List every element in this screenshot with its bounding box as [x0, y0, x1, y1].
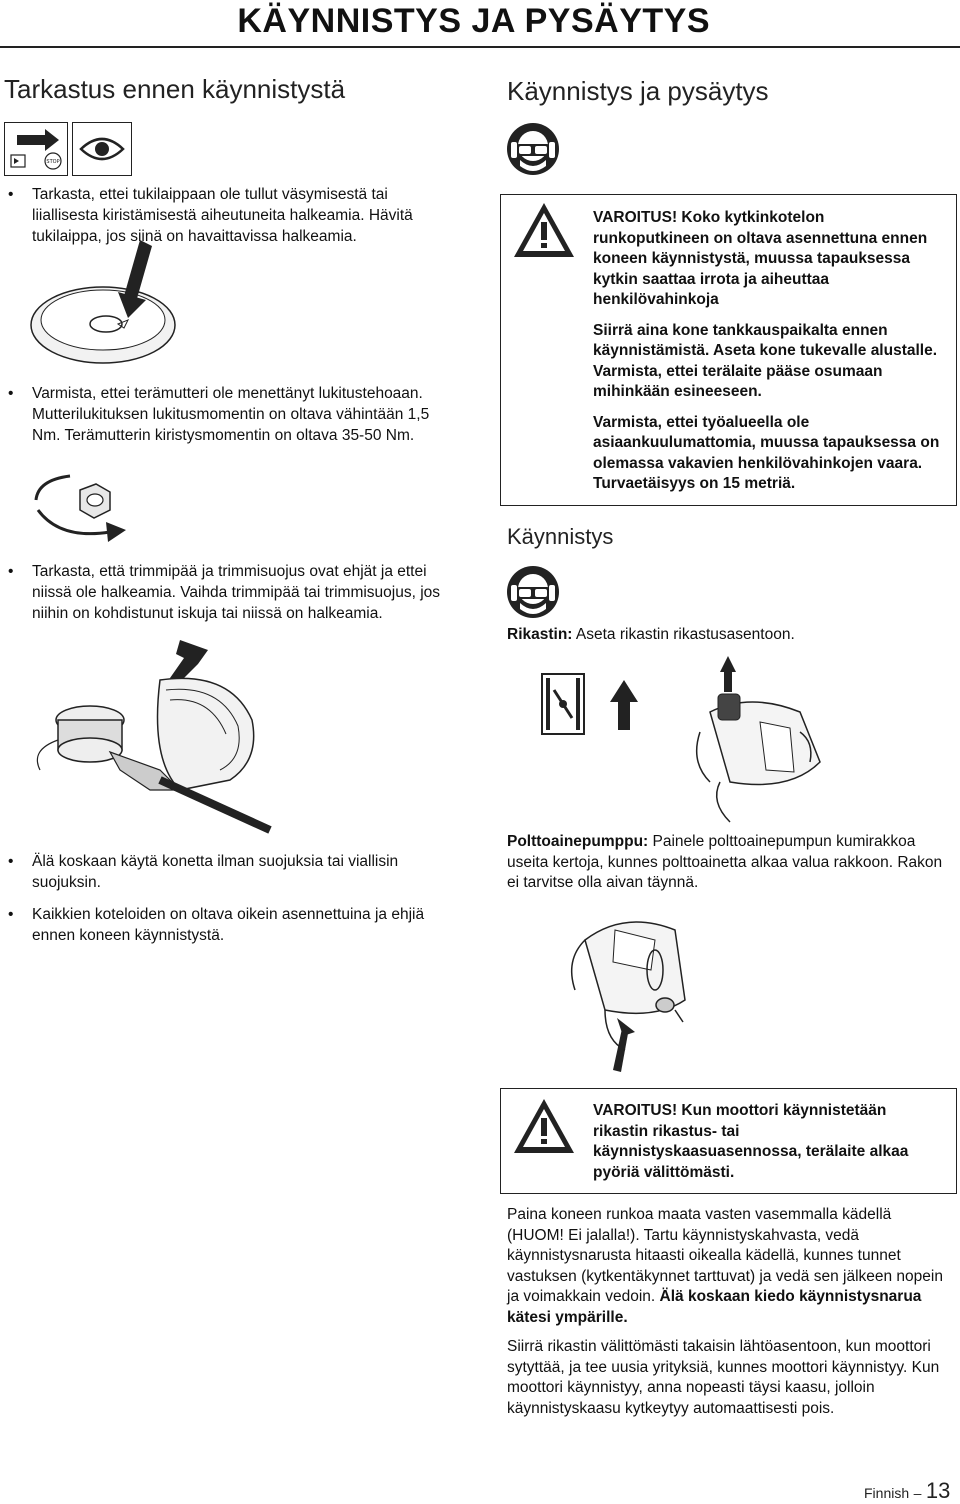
after-start-instructions: Siirrä rikastin välittömästi takaisin lähtöasentoon, kun moottori sytyttää, ja tee uusia yrityksiä, kunnes moottori käynnistyy. Kun moottori käynnistyy, anna nopeasti täysi kaasu, jolloin käynnistyskaasu kytkeytyy automaattisesti pois. [507, 1338, 940, 1417]
warning-text: Koko kytkinkotelon runkoputkineen on oltava asennettuna ennen koneen käynnistystä, muussa tapauksessa kytkin saattaa irrota ja aiheuttaa henkilövahinkoja [593, 209, 928, 308]
warning-lead: VAROITUS! [593, 1102, 678, 1119]
warning-bystanders-text: Varmista, ettei työalueella ole asiaankuulumattomia, muussa tapauksessa on olemassa vakavien henkilövahinkojen vaara. Turvaetäisyys on 15 metriä. [593, 413, 940, 492]
choke-symbol-icon [540, 672, 640, 736]
choke-label: Rikastin: [507, 626, 573, 643]
page-footer [864, 1478, 950, 1504]
warning-triangle-icon [512, 200, 576, 260]
page-number: 13 [925, 1478, 951, 1503]
bullet-blade-nut: • Varmista, ettei terämutteri ole menettänyt lukitustehoaan. Mutterilukituksen lukitusmomentin on oltava vähintään 1,5 Nm. Terämutterin kiristysmomentin on oltava 35-50 Nm. [32, 383, 452, 446]
footer-language: Finnish [864, 1485, 910, 1501]
protective-equipment-icon [506, 122, 560, 176]
choke-instruction [507, 625, 947, 646]
trimmer-head-illustration [30, 640, 270, 830]
warning-text-clutch [593, 208, 943, 505]
header-rule [0, 46, 960, 48]
starting-warning-bold: Älä koskaan kiedo käynnistysnarua kätesi ympärille. [507, 1288, 922, 1326]
fuel-pump-label: Polttoainepumppu: [507, 833, 649, 850]
fuel-pump-illustration [565, 910, 705, 1080]
blade-nut-illustration [30, 470, 140, 545]
starting-instructions [507, 1205, 947, 1328]
page-header-title: KÄYNNISTYS JA PYSÄYTYS [237, 2, 710, 40]
starting-text: Paina koneen runkoa maata vasten vasemmalla kädellä (HUOM! Ei jalalla!). Tartu käynnistyskahvasta, vedä käynnistysnarusta hitaasti oikealla kädellä, kunnes tunnet vastuksen (kytkentäkynnet tarttuvat) ja vedä sen jälkeen nopein ja voimakkain vedoin. [507, 1206, 943, 1305]
inspect-eye-icon [72, 122, 132, 176]
stop-engine-icon [4, 122, 68, 176]
bullet-trimmer-head: • Tarkasta, että trimmipää ja trimmisuojus ovat ehjät ja ettei niissä ole halkeamia. Vaihda trimmipää tai trimmisuojus, jos niihin on kohdistunut iskuja tai niissä on halkeamia. [32, 561, 452, 624]
protective-equipment-icon [506, 565, 560, 619]
warning-text: Kun moottori käynnistetään rikastin rikastus- tai käynnistyskaasuasennossa, terälaite alkaa pyöriä välittömästi. [593, 1102, 909, 1181]
fuel-pump-instruction [507, 832, 947, 894]
section-title-start-stop: Käynnistys ja pysäytys [507, 76, 769, 106]
bullet-support-flange: • Tarkasta, ettei tukilaippaan ole tullut väsymisestä tai liiallisesta kiristämisestä aiheutuneita halkeamia. Hävitä tukilaippa, jos siinä on havaittavissa halkeamia. [32, 184, 452, 247]
support-flange-illustration [28, 240, 178, 370]
warning-lead: VAROITUS! [593, 209, 678, 226]
warning-triangle-icon [512, 1096, 576, 1156]
bullet-no-guards: • Älä koskaan käytä konetta ilman suojuksia tai viallisin suojuksin. [32, 851, 452, 893]
stop-label: STOP [46, 159, 60, 165]
choke-lever-illustration [690, 652, 830, 827]
fuel-pump-text: Painele polttoainepumpun kumirakkoa useita kertoja, kunnes polttoainetta alkaa valua rakkoon. Rakon ei tarvitse olla aivan täynnä. [507, 833, 943, 891]
bullet-covers-fitted: • Kaikkien koteloiden on oltava oikein asennettuina ja ehjiä ennen koneen käynnistystä. [32, 904, 452, 946]
warning-refuel-text: Siirrä aina kone tankkauspaikalta ennen käynnistämistä. Aseta kone tukevalle alustalle. Varmista, ettei terälaite pääse osumaan mihinkään esineeseen. [593, 321, 938, 400]
footer-separator: – [913, 1485, 922, 1501]
choke-text: Aseta rikastin rikastusasentoon. [575, 626, 795, 643]
warning-text-choke-start [593, 1101, 943, 1183]
subsection-title-starting: Käynnistys [507, 524, 614, 549]
section-title-inspection: Tarkastus ennen käynnistystä [4, 74, 346, 104]
